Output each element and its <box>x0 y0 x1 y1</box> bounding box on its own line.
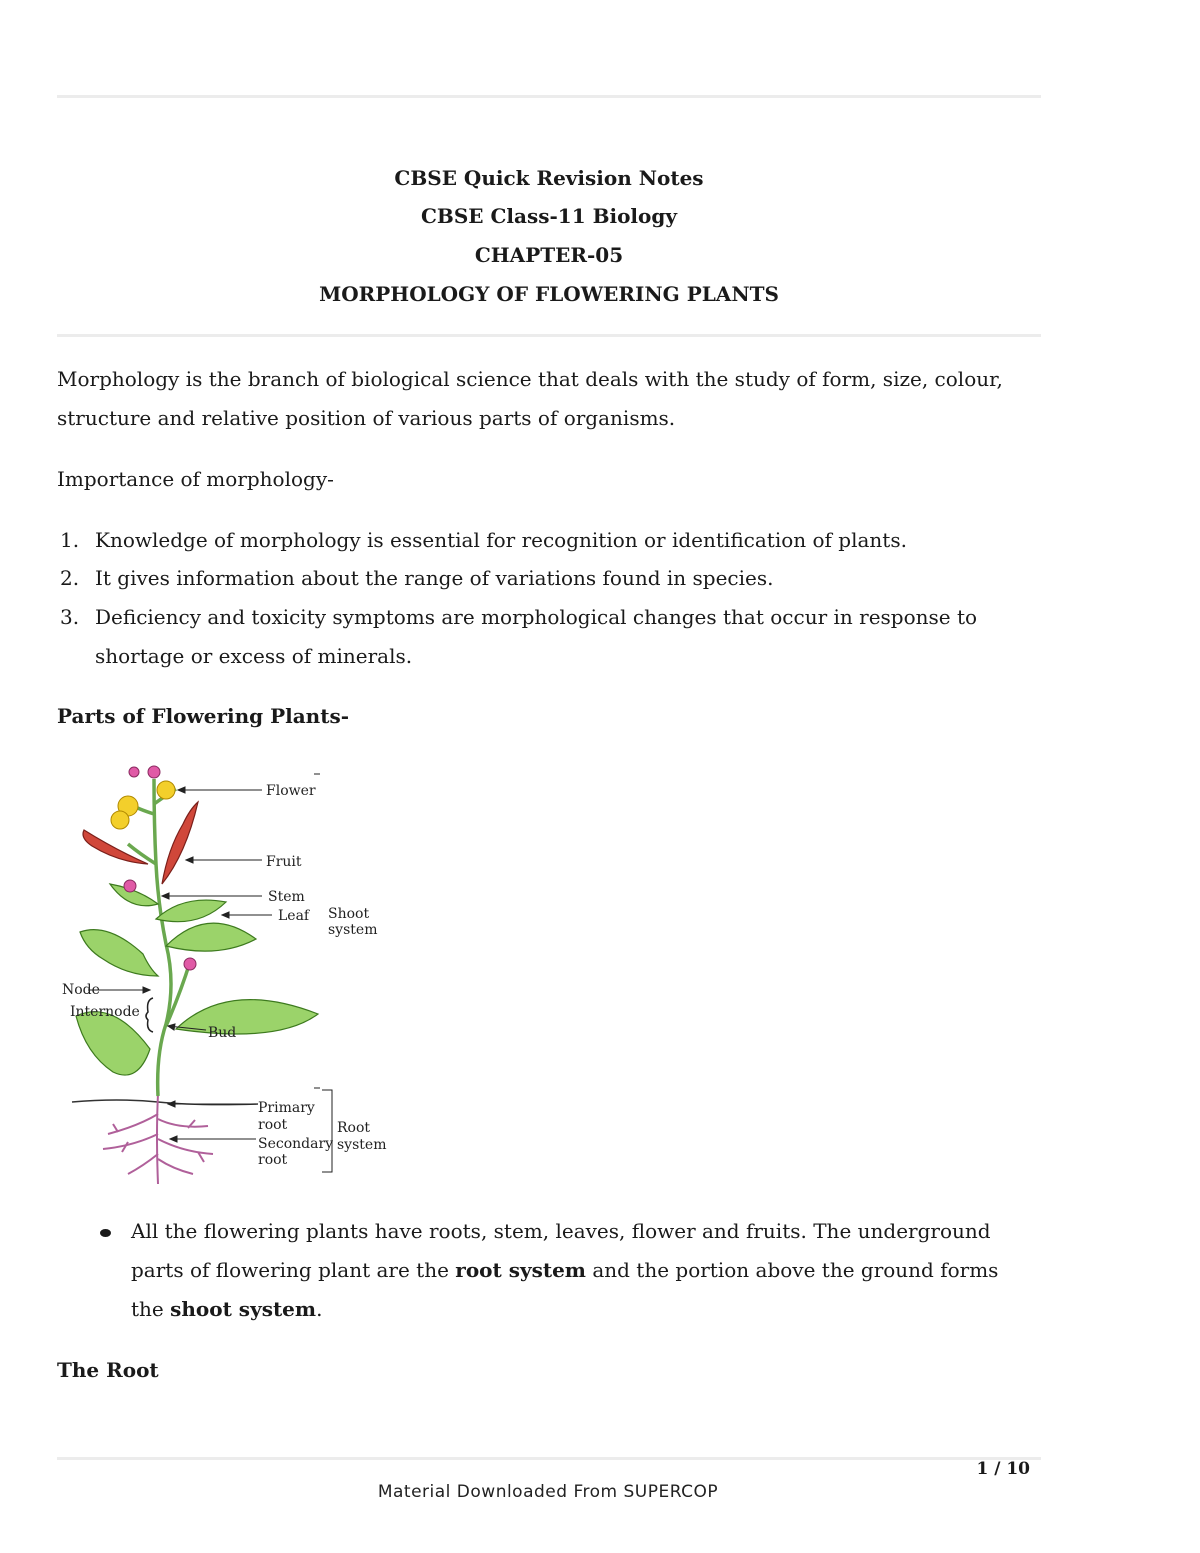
class-subtitle: CBSE Class-11 Biology <box>421 204 677 228</box>
bullet-text: and the portion above the ground forms <box>585 1258 999 1282</box>
label-internode: Internode <box>70 1004 140 1020</box>
list-text: Knowledge of morphology is essential for recognition or identification of plants. <box>95 528 907 552</box>
label-primary-root-2: root <box>258 1117 288 1133</box>
label-node: Node <box>62 982 100 998</box>
list-number: 2. <box>60 566 80 590</box>
label-flower: Flower <box>266 783 316 799</box>
label-bud: Bud <box>208 1025 237 1041</box>
label-root-system-1: Root <box>337 1120 371 1136</box>
list-text: Deficiency and toxicity symptoms are morphological changes that occur in response to <box>95 605 978 629</box>
page-number: 1 / 10 <box>976 1459 1030 1479</box>
bullet-icon <box>100 1229 111 1237</box>
bullet-line-1: All the flowering plants have roots, stem, leaves, flower and fruits. The underground <box>131 1219 991 1243</box>
label-root-system-2: system <box>337 1137 387 1153</box>
label-secondary-root-2: root <box>258 1152 288 1168</box>
label-fruit: Fruit <box>266 854 302 870</box>
label-stem: Stem <box>268 889 305 905</box>
top-divider <box>57 95 1041 98</box>
root-system-term: root system <box>455 1258 586 1282</box>
intro-line-2: structure and relative position of various parts of organisms. <box>57 406 676 430</box>
footer-divider <box>57 1457 1041 1460</box>
list-number: 3. <box>60 605 80 629</box>
list-text: shortage or excess of minerals. <box>95 644 413 668</box>
header-divider <box>57 334 1041 337</box>
footer-text: Material Downloaded From SUPERCOP <box>377 1482 719 1502</box>
importance-heading: Importance of morphology- <box>57 467 334 491</box>
intro-line-1: Morphology is the branch of biological science that deals with the study of form, size, colour, <box>57 367 1003 391</box>
shoot-system-term: shoot system <box>170 1297 317 1321</box>
root-heading: The Root <box>57 1358 159 1382</box>
bullet-text: parts of flowering plant are the <box>131 1258 456 1282</box>
label-shoot-system-2: system <box>328 922 378 938</box>
label-leaf: Leaf <box>278 908 310 924</box>
label-secondary-root-1: Secondary <box>258 1136 334 1152</box>
list-text: It gives information about the range of variations found in species. <box>95 566 774 590</box>
bullet-line-2 <box>131 1251 1051 1290</box>
parts-heading: Parts of Flowering Plants- <box>57 704 350 728</box>
label-primary-root-1: Primary <box>258 1100 315 1116</box>
chapter-title: MORPHOLOGY OF FLOWERING PLANTS <box>319 282 779 306</box>
label-shoot-system-1: Shoot <box>328 906 370 922</box>
notes-title: CBSE Quick Revision Notes <box>394 166 704 190</box>
flowering-plant-diagram <box>58 754 390 1190</box>
bullet-line-3 <box>131 1290 1051 1329</box>
chapter-number: CHAPTER-05 <box>474 243 624 267</box>
list-number: 1. <box>60 528 80 552</box>
bullet-text: . <box>316 1297 323 1321</box>
bullet-text: the <box>131 1297 171 1321</box>
